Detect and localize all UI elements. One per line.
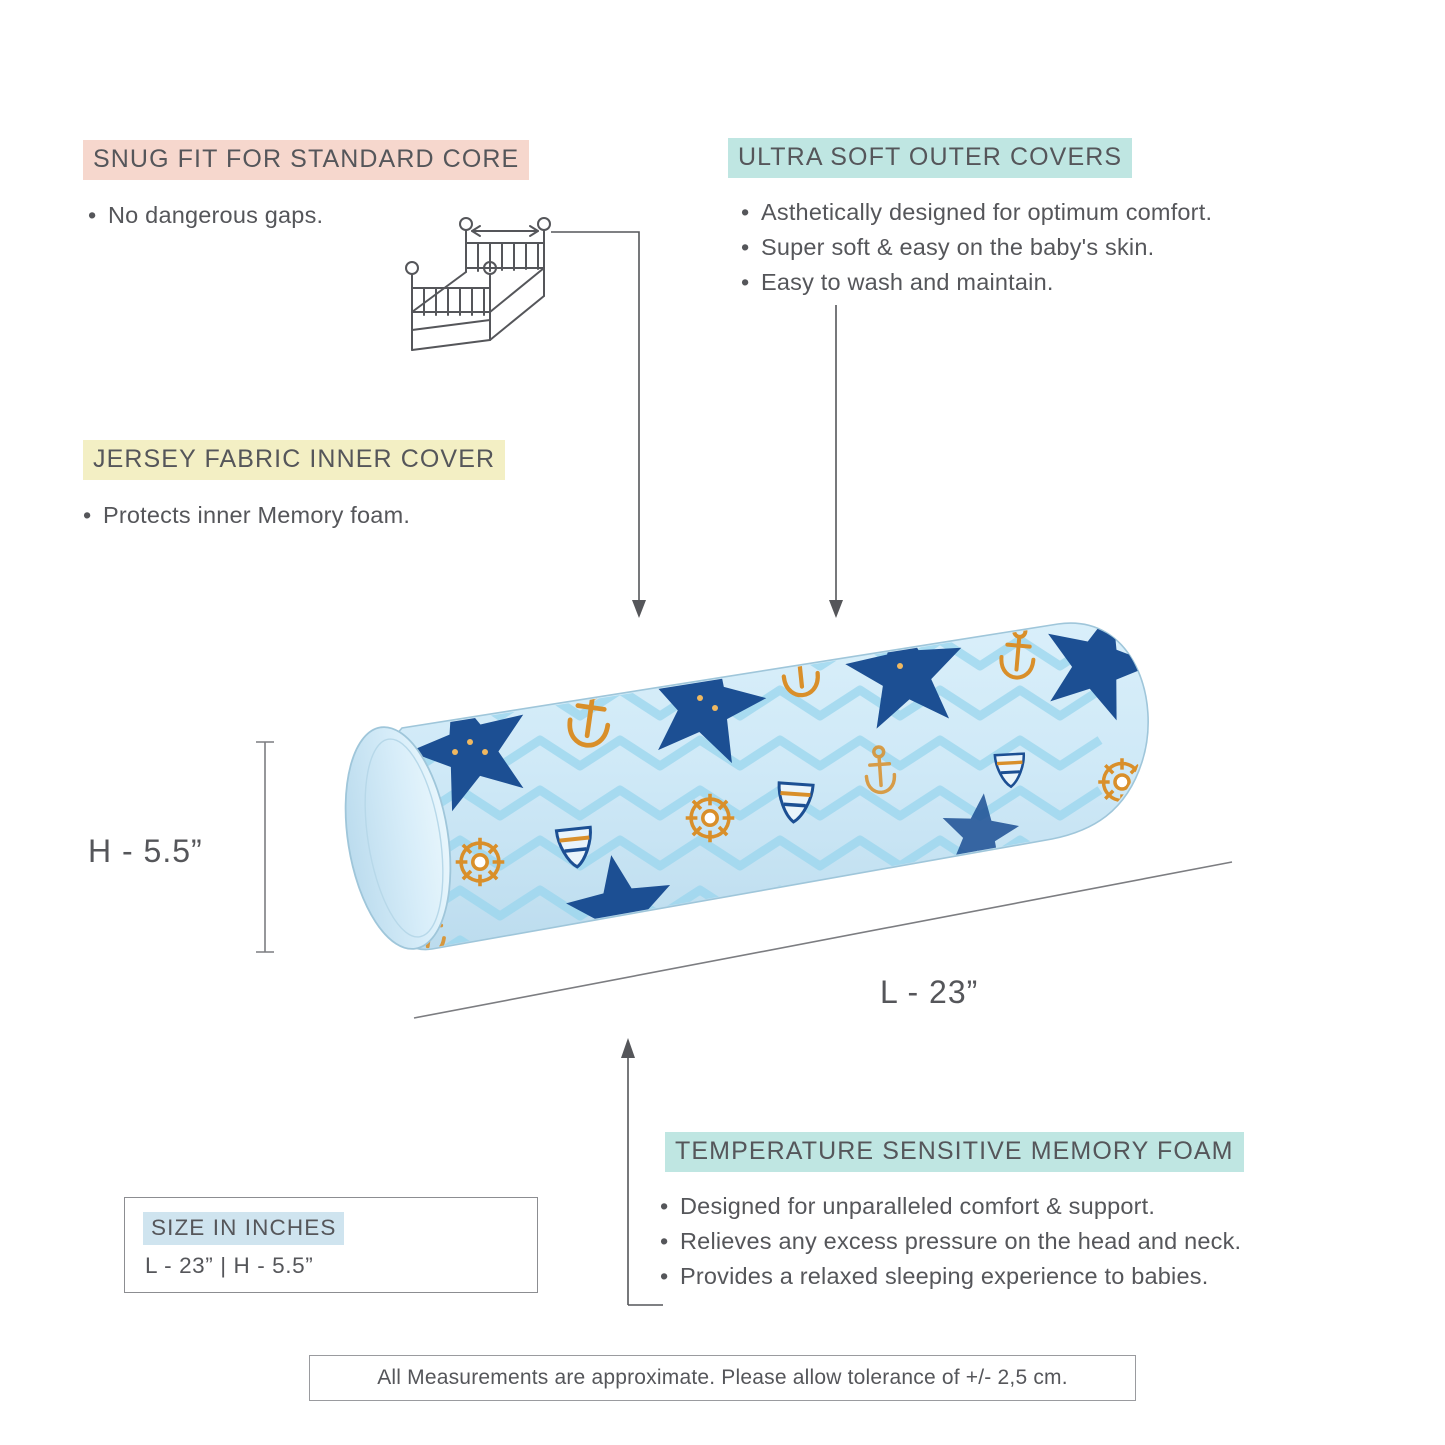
jersey-fabric-heading: JERSEY FABRIC INNER COVER	[83, 440, 505, 480]
pillow-body	[300, 594, 1214, 966]
section-ultra-soft-covers	[728, 138, 1212, 300]
size-box-title: SIZE IN INCHES	[143, 1212, 344, 1245]
starfish-motifs	[395, 594, 1165, 964]
section-jersey-fabric	[83, 440, 505, 533]
height-dimension-label: H - 5.5”	[88, 833, 203, 869]
length-dimension-label: L - 23”	[880, 974, 979, 1010]
boat-motifs	[556, 729, 1214, 869]
snug-fit-bullets	[88, 198, 529, 233]
section-snug-fit	[83, 140, 529, 233]
list-item: • Provides a relaxed sleeping experience to babies.	[660, 1259, 1244, 1294]
list-item: • Super soft & easy on the baby's skin.	[741, 230, 1212, 265]
ship-wheel-motifs	[327, 758, 1146, 886]
list-item: • Easy to wash and maintain.	[741, 265, 1212, 300]
dimension-lines	[256, 742, 1232, 1018]
memory-foam-bullets	[660, 1189, 1244, 1294]
list-item: • Asthetically designed for optimum comfort.	[741, 195, 1212, 230]
crib-icon	[406, 218, 550, 350]
snug-fit-heading: SNUG FIT FOR STANDARD CORE	[83, 140, 529, 180]
ultra-soft-heading: ULTRA SOFT OUTER COVERS	[728, 138, 1132, 178]
memory-foam-heading: TEMPERATURE SENSITIVE MEMORY FOAM	[665, 1132, 1244, 1172]
size-in-inches-box	[124, 1197, 538, 1293]
list-item: • Relieves any excess pressure on the head and neck.	[660, 1224, 1244, 1259]
ultra-soft-bullets	[741, 195, 1212, 300]
pillow-end-cap	[331, 720, 465, 957]
jersey-fabric-bullets	[83, 498, 505, 533]
chevron-pattern	[300, 640, 1100, 966]
section-memory-foam	[665, 1132, 1244, 1294]
size-box-value: L - 23” | H - 5.5”	[145, 1253, 314, 1278]
measurement-disclaimer: All Measurements are approximate. Please allow tolerance of +/- 2,5 cm.	[309, 1355, 1136, 1401]
anchor-motifs	[310, 624, 1036, 956]
list-item: • No dangerous gaps.	[88, 198, 529, 233]
list-item: • Designed for unparalleled comfort & support.	[660, 1189, 1244, 1224]
list-item: • Protects inner Memory foam.	[83, 498, 505, 533]
